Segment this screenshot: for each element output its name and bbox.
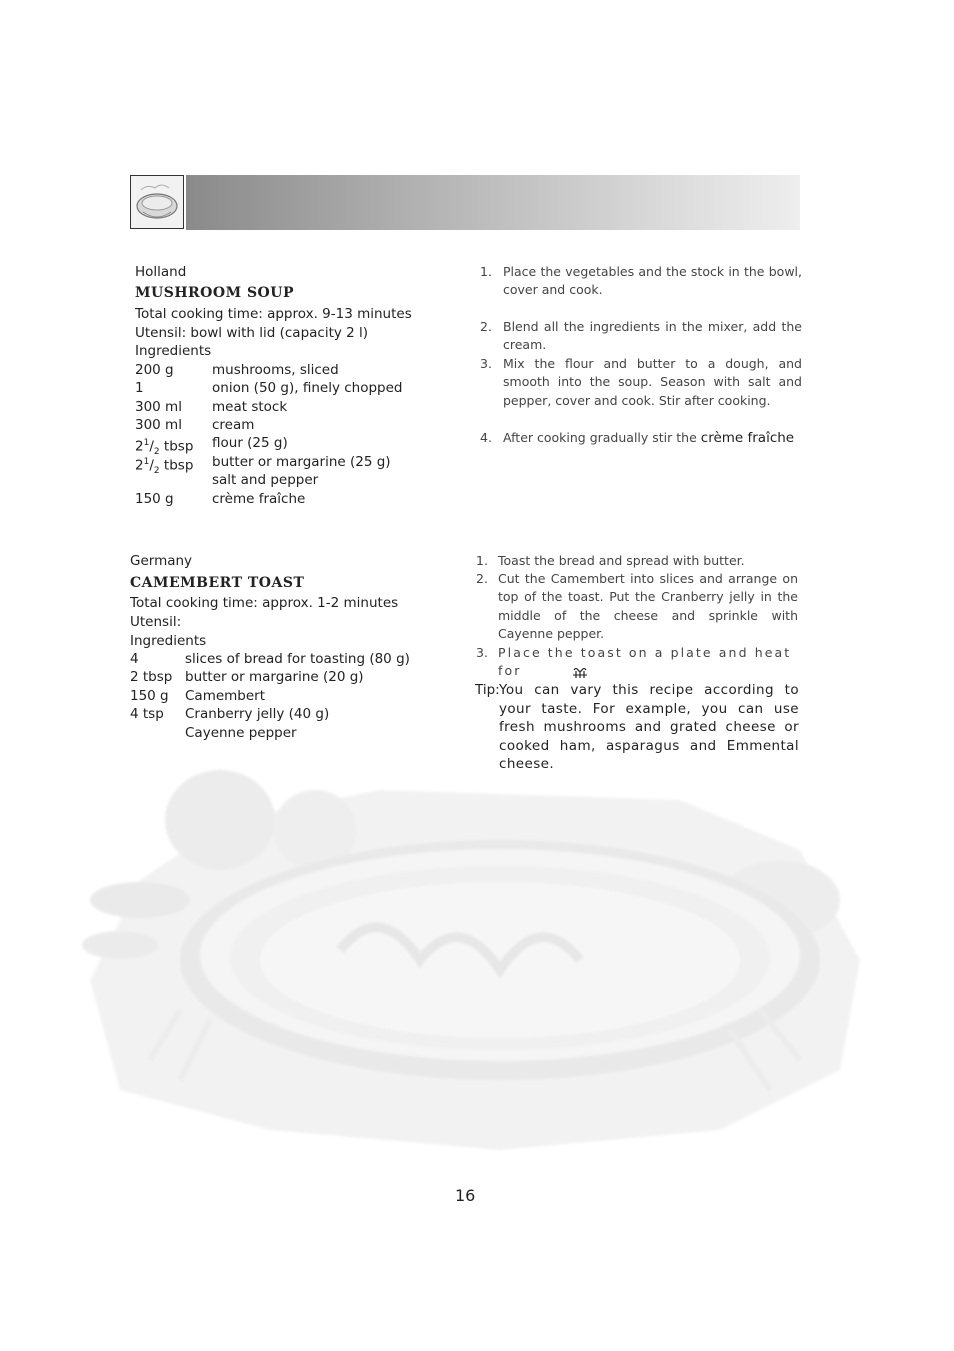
ingredient-qty: 200 g <box>135 362 174 378</box>
ingredient-item: mushrooms, sliced <box>212 362 339 378</box>
method-step: 2. Blend all the ingredients in the mixer, add the cream. <box>480 319 802 353</box>
ingredient-item: cream <box>212 417 255 433</box>
ingredient-item: butter or margarine (25 g) <box>212 454 391 470</box>
ingredient-item: butter or margarine (20 g) <box>185 669 364 685</box>
soup-bowl-icon <box>130 175 184 229</box>
ingredient-qty: 300 ml <box>135 417 182 433</box>
tip-label: Tip: <box>475 682 500 698</box>
recipe-title: CAMEMBERT TOAST <box>130 575 305 591</box>
ingredient-qty: 2 tbsp <box>130 669 173 685</box>
grill-symbol-icon <box>571 665 589 679</box>
method-step: 1. Toast the bread and spread with butter. <box>476 553 745 568</box>
ingredient-item: onion (50 g), finely chopped <box>212 380 403 396</box>
recipe-country: Germany <box>130 553 193 569</box>
ingredient-item: slices of bread for toasting (80 g) <box>185 651 410 667</box>
soup-dish-illustration <box>80 760 870 1164</box>
recipe-country: Holland <box>135 264 187 280</box>
cooking-time: Total cooking time: approx. 1-2 minutes <box>130 595 399 611</box>
utensil: Utensil: <box>130 614 182 630</box>
ingredient-item: Camembert <box>185 688 266 704</box>
ingredient-qty: 150 g <box>130 688 169 704</box>
ingredient-qty: 4 <box>130 651 139 667</box>
method-step: 3. Place the toast on a plate and heat for <box>476 645 792 679</box>
cooking-time: Total cooking time: approx. 9-13 minutes <box>135 306 412 322</box>
ingredient-item: Cranberry jelly (40 g) <box>185 706 330 722</box>
ingredient-qty: 300 ml <box>135 399 182 415</box>
ingredients-label: Ingredients <box>130 633 207 649</box>
ingredient-item: crème fraîche <box>212 491 306 507</box>
ingredient-item: flour (25 g) <box>212 435 288 451</box>
tip-text: You can vary this recipe according to your taste. For example, you can use fresh mushrooms and grated cheese or cooked ham, asparagus and Emmental cheese. <box>499 682 799 772</box>
method-step: 3. Mix the flour and butter to a dough, and smooth into the soup. Season with salt and pepper, cover and cook. Stir after cooking. <box>480 356 802 408</box>
ingredient-qty: 1 <box>135 380 144 396</box>
ingredients-label: Ingredients <box>135 343 212 359</box>
utensil: Utensil: bowl with lid (capacity 2 l) <box>135 325 369 341</box>
method-step: 2. Cut the Camembert into slices and arrange on top of the toast. Put the Cranberry jelly in the middle of the cheese and sprinkle with Cayenne pepper. <box>476 571 798 642</box>
ingredient-qty: $2^1/_2$ tbsp <box>135 438 194 458</box>
method-step: 1. Place the vegetables and the stock in the bowl, cover and cook. <box>480 264 802 298</box>
ingredient-qty: $2^1/_2$ tbsp <box>135 457 194 477</box>
header-gradient-bar <box>186 175 800 230</box>
ingredient-item: salt and pepper <box>212 472 319 488</box>
ingredient-item: Cayenne pepper <box>185 725 297 741</box>
ingredient-item: meat stock <box>212 399 288 415</box>
method-step: 4. After cooking gradually stir the crème fraîche <box>480 430 795 446</box>
page-number: 16 <box>455 1186 476 1205</box>
ingredient-qty: 4 tsp <box>130 706 164 722</box>
ingredient-qty: 150 g <box>135 491 174 507</box>
recipe-title: MUSHROOM SOUP <box>135 285 294 301</box>
